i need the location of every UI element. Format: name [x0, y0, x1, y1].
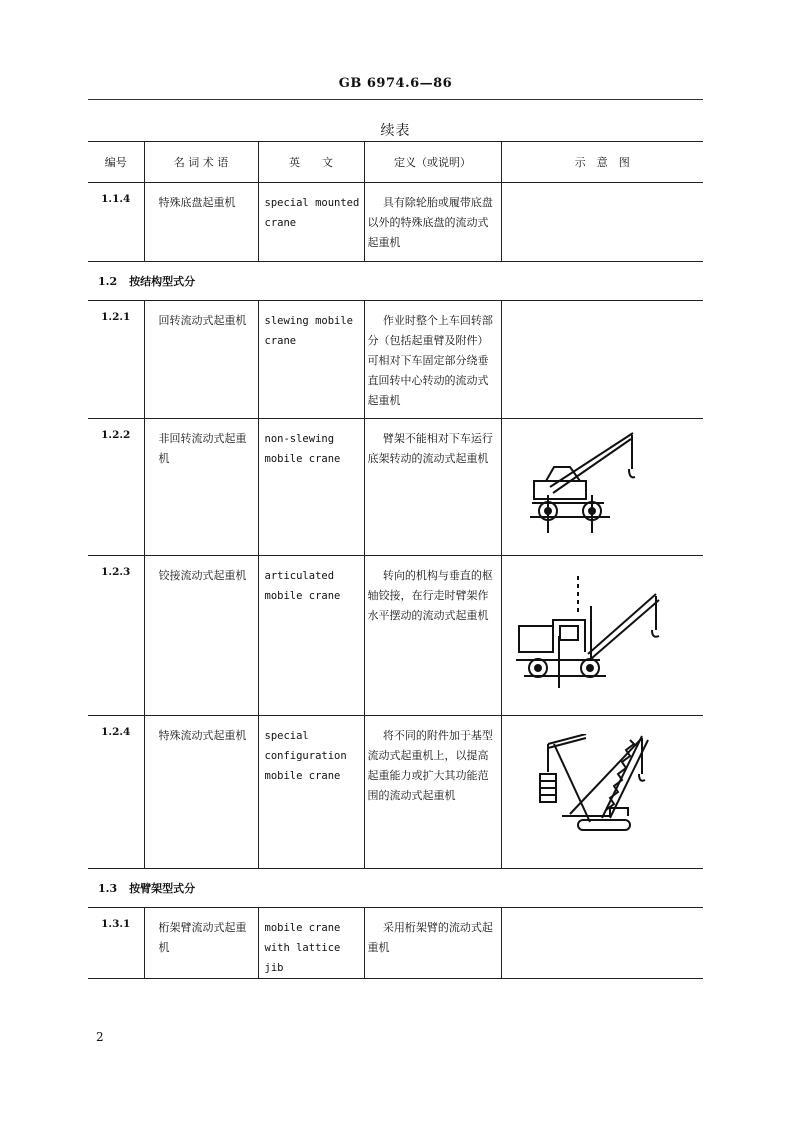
header-rule: [88, 99, 703, 100]
entry-english: special mounted crane: [258, 183, 364, 262]
section-title: 按结构型式分: [129, 275, 196, 288]
non-slewing-crane-sketch: [530, 425, 642, 545]
table-row: [88, 556, 703, 716]
table-row: [88, 908, 703, 979]
entry-number: 1.2.1: [88, 301, 144, 419]
entry-number: 1.2.4: [88, 716, 144, 869]
table-row: [88, 183, 703, 262]
entry-figure-empty: [501, 183, 703, 262]
entry-number: 1.1.4: [88, 183, 144, 262]
column-header-figure: 示 意 图: [501, 142, 703, 183]
entry-definition: 采用桁架臂的流动式起重机: [364, 908, 501, 979]
entry-term: 铰接流动式起重机: [144, 556, 258, 716]
entry-english: articulated mobile crane: [258, 556, 364, 716]
column-header-definition: 定义（或说明）: [364, 142, 501, 183]
table-row: [88, 716, 703, 869]
entry-figure-empty: [501, 908, 703, 979]
section-title: 按臂架型式分: [129, 882, 196, 895]
entry-term: 回转流动式起重机: [144, 301, 258, 419]
entry-number: 1.2.3: [88, 556, 144, 716]
non-slewing-crane-figure: [501, 419, 703, 556]
section-heading: [88, 869, 703, 908]
entry-definition: 将不同的附件加于基型流动式起重机上，以提高起重能力或扩大其功能范围的流动式起重机: [364, 716, 501, 869]
section-number: 1.3: [98, 882, 118, 895]
entry-definition: 具有除轮胎或履带底盘以外的特殊底盘的流动式起重机: [364, 183, 501, 262]
entry-english: slewing mobile crane: [258, 301, 364, 419]
entry-number: 1.3.1: [88, 908, 144, 979]
table-header-row: [88, 142, 703, 183]
table-continuation-title: 续表: [380, 123, 411, 139]
entry-number: 1.2.2: [88, 419, 144, 556]
entry-term: 特殊流动式起重机: [144, 716, 258, 869]
entry-english: mobile crane with lattice jib: [258, 908, 364, 979]
terms-table: [88, 141, 703, 979]
page-number: 2: [96, 1030, 104, 1044]
table-row: [88, 301, 703, 419]
section-row: [88, 869, 703, 908]
special-configuration-crane-figure: [501, 716, 703, 869]
entry-term: 非回转流动式起重机: [144, 419, 258, 556]
section-row: [88, 262, 703, 301]
section-number: 1.2: [98, 275, 118, 288]
entry-term: 特殊底盘起重机: [144, 183, 258, 262]
entry-definition: 转向的机构与垂直的枢轴铰接，在行走时臂架作水平摆动的流动式起重机: [364, 556, 501, 716]
entry-english: non-slewing mobile crane: [258, 419, 364, 556]
entry-english: special configuration mobile crane: [258, 716, 364, 869]
table-row: [88, 419, 703, 556]
special-configuration-crane-sketch: [538, 734, 658, 854]
entry-term: 桁架臂流动式起重机: [144, 908, 258, 979]
column-header-number: 编号: [88, 142, 144, 183]
articulated-crane-sketch: [516, 576, 666, 691]
document-code: GB 6974.6—86: [338, 76, 453, 91]
entry-definition: 臂架不能相对下车运行底架转动的流动式起重机: [364, 419, 501, 556]
articulated-crane-figure: [501, 556, 703, 716]
column-header-term: 名 词 术 语: [144, 142, 258, 183]
entry-definition: 作业时整个上车回转部分（包括起重臂及附件）可相对下车固定部分绕垂直回转中心转动的流动式起重机: [364, 301, 501, 419]
section-heading: [88, 262, 703, 301]
entry-figure-empty: [501, 301, 703, 419]
column-header-english: 英 文: [258, 142, 364, 183]
